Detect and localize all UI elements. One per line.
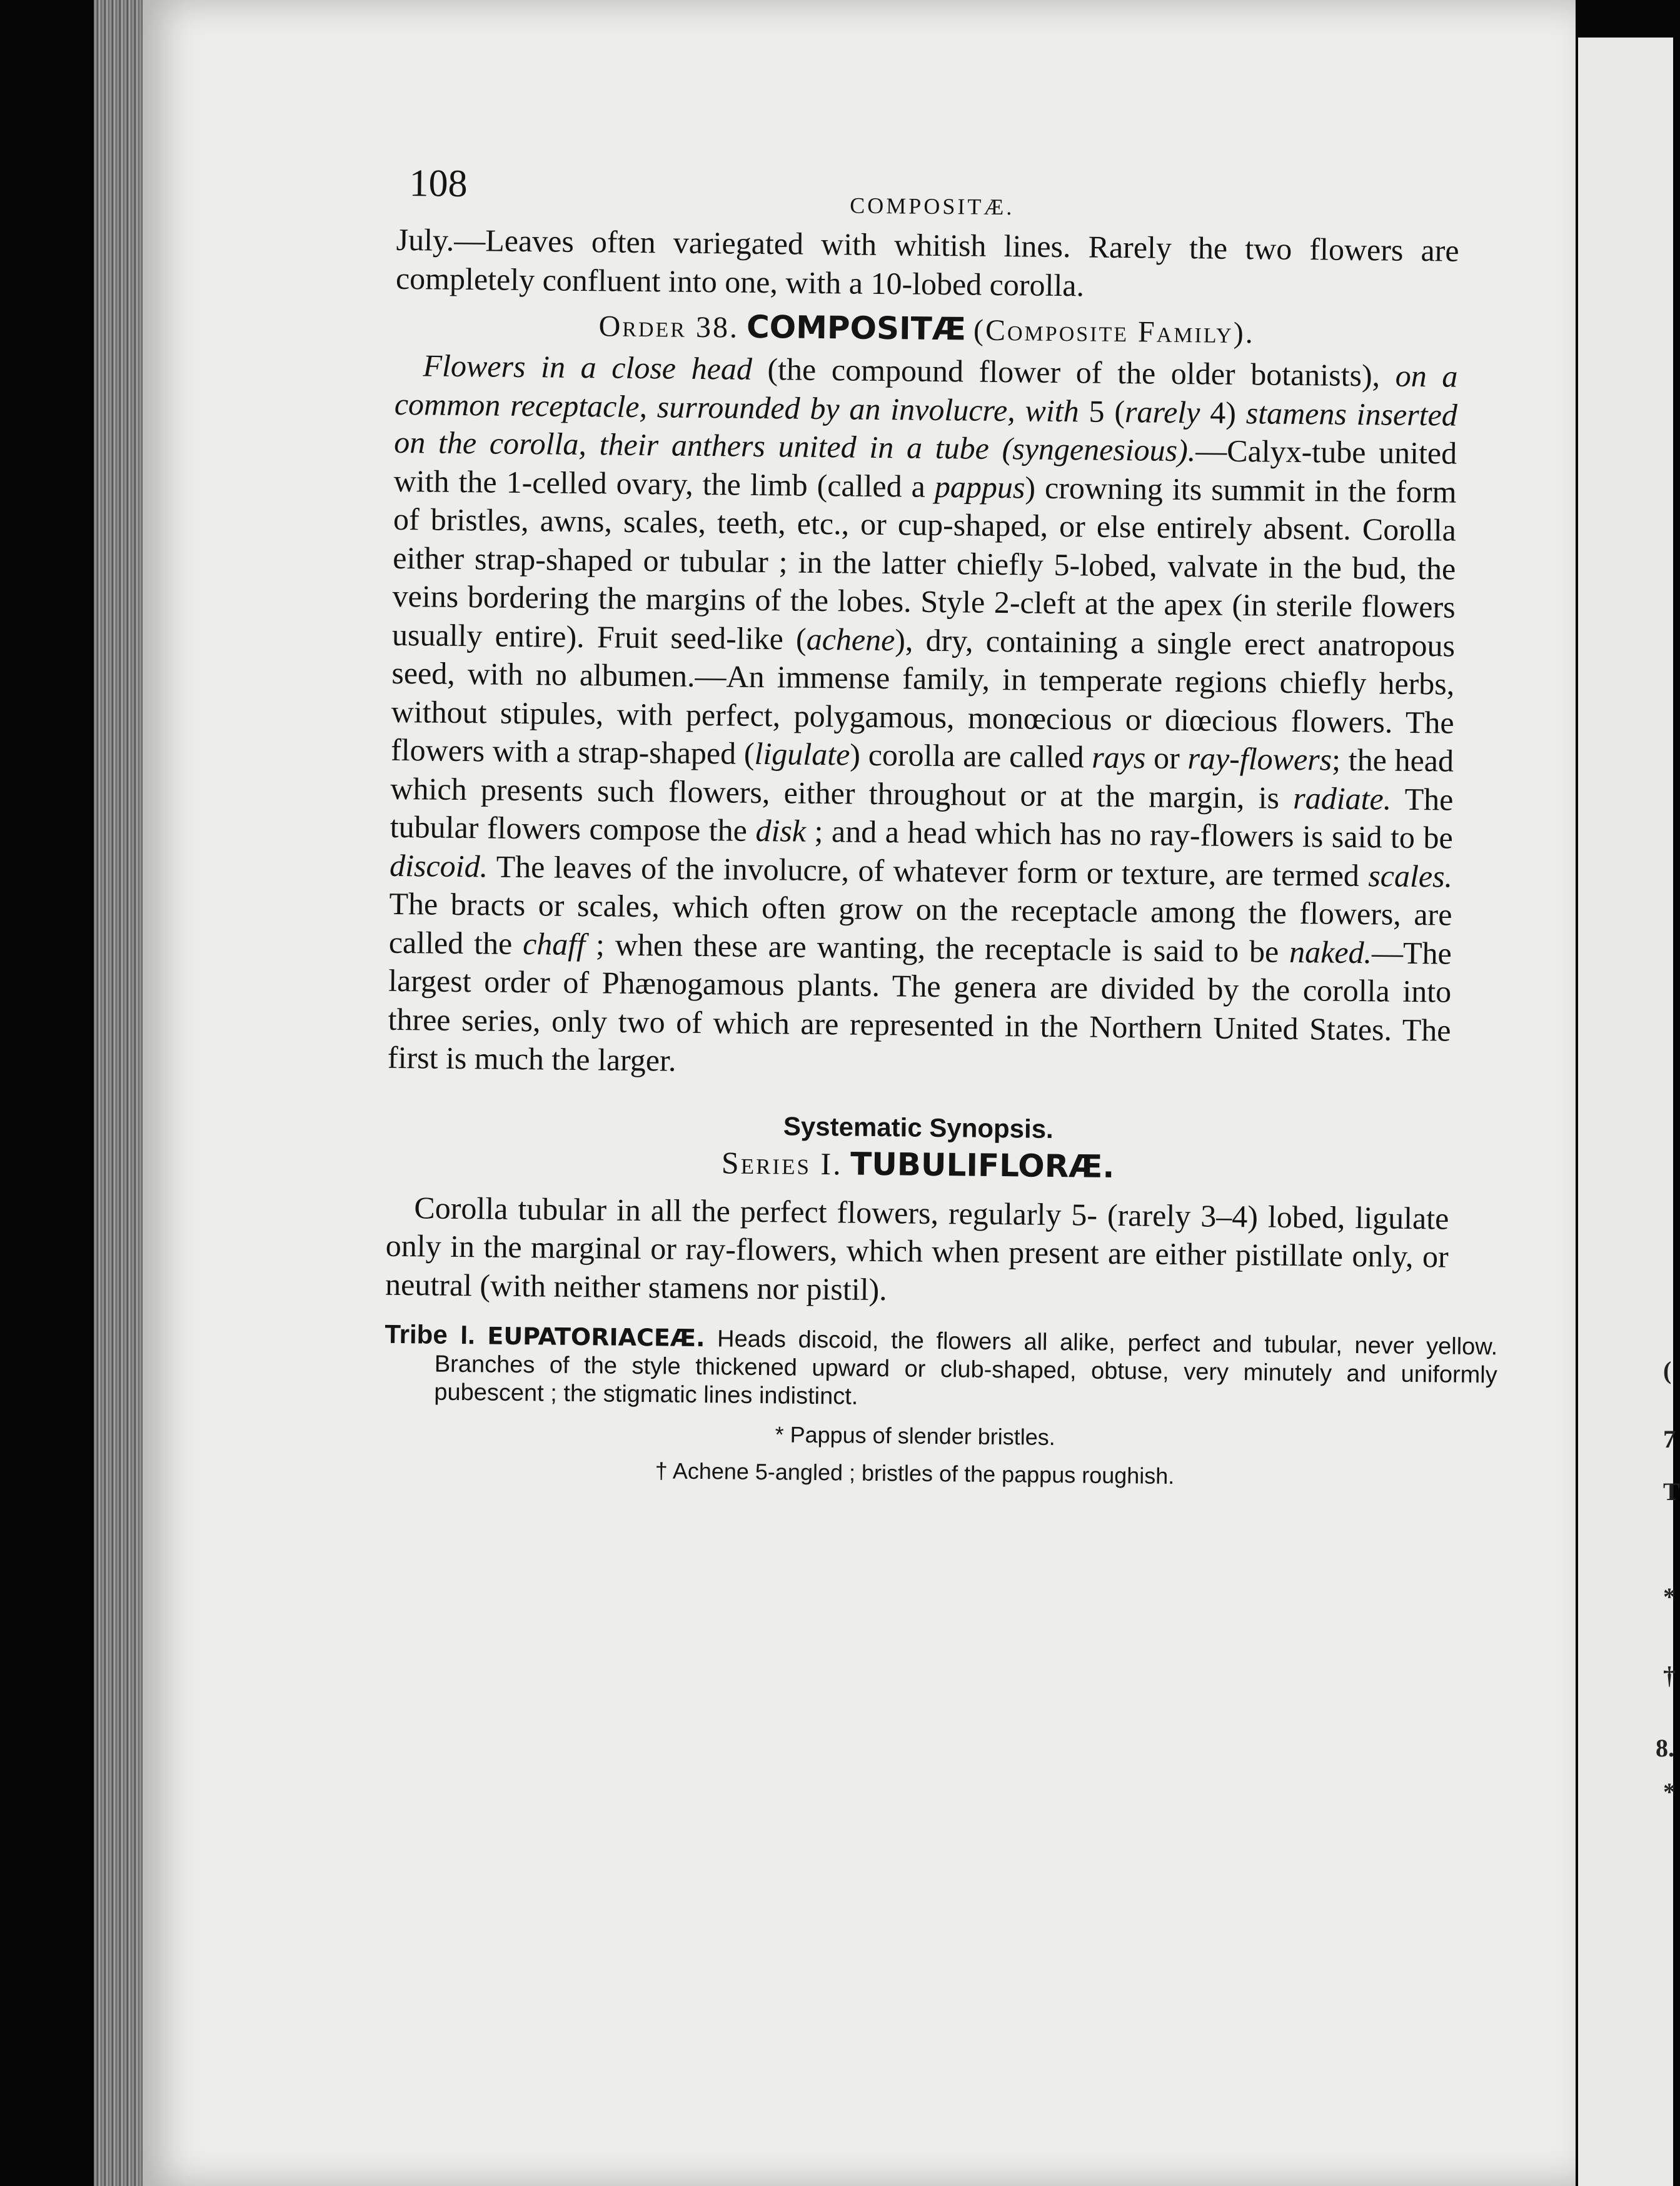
- desc-text: ) crowning its summit in the form of bristles, awns, scales, teeth, etc., or cup-shaped, or else entirely absent. Corolla either strap-shaped or tubular ; in the latter chiefly 5-lobed, valvate in the bud, the veins bordering the margins of the lobes. Style 2-cleft at the apex (in sterile flowers usually entire). Fruit seed-like (: [391, 469, 1457, 657]
- desc-italic: ligulate: [754, 735, 850, 772]
- order-description: [388, 346, 1458, 1088]
- desc-italic: rays: [1091, 739, 1146, 775]
- desc-italic: disk: [755, 812, 807, 849]
- desc-text: ) corolla are called: [850, 737, 1092, 775]
- neighbor-mark: *: [1663, 1583, 1676, 1611]
- neighbor-mark: 7: [1663, 1425, 1676, 1453]
- desc-italic: discoid.: [389, 847, 488, 884]
- desc-italic: naked.: [1289, 934, 1372, 970]
- desc-italic: achene: [806, 621, 895, 657]
- desc-italic: radiate.: [1293, 780, 1392, 817]
- continuation-paragraph: July.—Leaves often variegated with whitish lines. Rarely the two flowers are completely confluent into one, with a 10-lobed corolla.: [395, 221, 1459, 303]
- desc-italic: rarely: [1124, 393, 1200, 430]
- neighbor-mark: (: [1663, 1356, 1672, 1384]
- tribe-label: Tribe I.: [385, 1319, 476, 1350]
- neighbor-mark: 8.: [1656, 1734, 1674, 1762]
- desc-italic: on a common receptacle, surrounded by an involucre, with: [394, 358, 1458, 428]
- footnote-achene: † Achene 5-angled ; bristles of the pappus roughish.: [655, 1458, 1175, 1489]
- neighbor-mark: T: [1663, 1478, 1680, 1506]
- order-heading: [395, 305, 1459, 353]
- tribe-name: EUPATORIACEÆ.: [487, 1322, 705, 1352]
- neighbor-mark: *: [1663, 1778, 1676, 1806]
- desc-text: 4): [1200, 394, 1247, 430]
- desc-italic: Flowers in a close head: [423, 348, 753, 386]
- tribe-description: Heads discoid, the flowers all alike, perfect and tubular, never yellow. Branches of the style thickened upward or club-shaped, obtuse, very minutely and uniformly pubescent ; the stigmatic lines indistinct.: [434, 1326, 1498, 1410]
- synopsis-heading: Systematic Synopsis.: [783, 1111, 1054, 1144]
- series-label: Series I.: [721, 1144, 843, 1181]
- desc-text: The bracts or scales, which often grow on the receptacle among the flowers, are called the: [388, 885, 1452, 961]
- desc-text: (the compound flower of the older botanists),: [752, 351, 1396, 393]
- running-head: COMPOSITÆ.: [850, 193, 1015, 220]
- desc-text: —Calyx-tube united with the 1-celled ovary, the limb (called a: [393, 433, 1457, 504]
- desc-text: ; the head which presents such flowers, either throughout or at the margin, is: [390, 742, 1454, 815]
- order-name: COMPOSITÆ: [746, 308, 967, 348]
- footnote-pappus: * Pappus of slender bristles.: [775, 1421, 1056, 1451]
- page-number: 108: [409, 162, 468, 206]
- order-common-name: (Composite Family).: [973, 313, 1255, 350]
- desc-text: ; and a head which has no ray-flowers is said to be: [805, 813, 1454, 855]
- next-page-strip: [1578, 38, 1673, 2186]
- neighbor-mark: †: [1663, 1661, 1676, 1690]
- desc-italic: pappus: [934, 468, 1025, 505]
- desc-text: or: [1145, 740, 1188, 776]
- desc-text: ; when these are wanting, the receptacle is said to be: [585, 926, 1290, 969]
- desc-italic: chaff: [522, 925, 586, 962]
- desc-text: The leaves of the involucre, of whatever form or texture, are termed: [487, 848, 1369, 893]
- page-content: [211, 159, 1498, 1492]
- series-heading: [386, 1141, 1450, 1188]
- book-page-edges: [94, 0, 144, 2186]
- tribe-paragraph: [384, 1320, 1497, 1418]
- desc-italic: scales.: [1368, 857, 1453, 894]
- desc-italic: ray-flowers: [1187, 740, 1332, 777]
- series-name: TUBULIFLORÆ.: [850, 1146, 1115, 1185]
- series-paragraph: Corolla tubular in all the perfect flowers, regularly 5- (rarely 3–4) lobed, ligulate only in the marginal or ray-flowers, which when present are either pistillate only, or neutral (with neither stamens nor pistil).: [385, 1189, 1449, 1307]
- desc-italic: stamens inserted on the corolla, their anthers united in a tube (syngenesious).: [393, 395, 1458, 468]
- desc-text: The tubular flowers compose the: [390, 781, 1454, 848]
- desc-text: 5 (: [1079, 393, 1125, 429]
- desc-text: —The largest order of Phænogamous plants. The genera are divided by the corolla into three series, only two of which are represented in the Northern United States. The first is much the larger.: [387, 934, 1452, 1078]
- order-label: Order 38.: [598, 310, 740, 345]
- desc-text: ), dry, containing a single erect anatropous seed, with no albumen.—An immense family, in temperate regions chiefly herbs, without stipules, with perfect, polygamous, monœcious or diœcious flowers. The flowers with a strap-shaped (: [390, 622, 1456, 771]
